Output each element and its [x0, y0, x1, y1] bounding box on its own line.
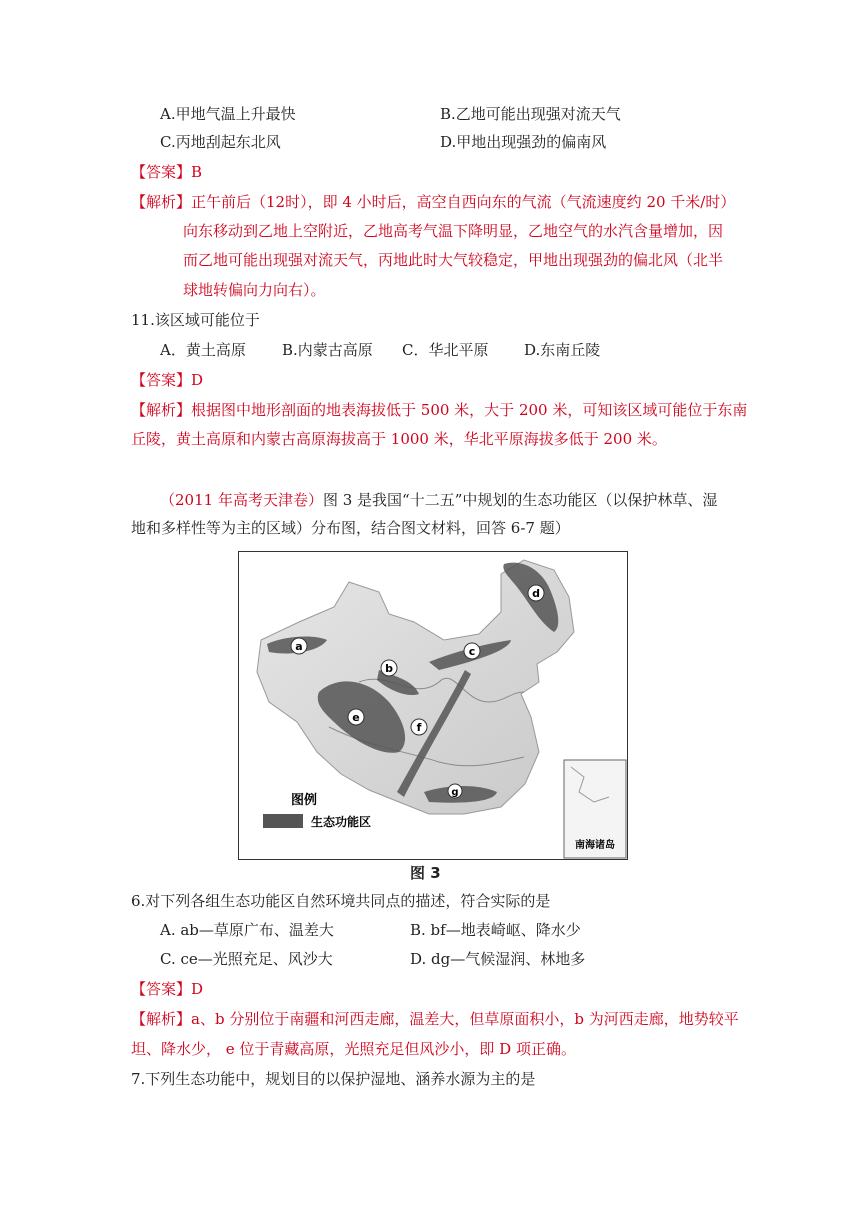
analysis-line-1: 【解析】正午前后（12时），即 4 小时后，高空自西向东的气流（气流速度约 20 千米/时）	[131, 193, 736, 211]
answer-line	[131, 161, 202, 183]
option-d: D.甲地出现强劲的偏南风	[440, 133, 607, 151]
q6-analysis-line-1: 【解析】a、b 分别位于南疆和河西走廊，温差大，但草原面积小，b 为河西走廊，地势较平	[131, 1010, 739, 1028]
q11-option-c: C．华北平原	[402, 341, 489, 359]
zone-label-g: g	[451, 787, 459, 798]
q6-option-b: B. bf—地表崎岖、降水少	[410, 921, 581, 939]
q11-analysis-line-1: 【解析】根据图中地形剖面的地表海拔低于 500 米，大于 200 米，可知该区域可能位于东南	[131, 401, 748, 419]
zone-label-c: c	[468, 645, 476, 658]
question-6-stem: 6.对下列各组生态功能区自然环境共同点的描述，符合实际的是	[131, 892, 551, 910]
intro-line-2: 地和多样性等为主的区域）分布图，结合图文材料，回答 6-7 题）	[131, 519, 570, 537]
analysis-line-2: 向东移动到乙地上空附近，乙地高考气温下降明显，乙地空气的水汽含量增加，因	[183, 222, 724, 240]
q11-analysis-line-2: 丘陵，黄土高原和内蒙古高原海拔高于 1000 米，华北平原海拔多低于 200 米。	[131, 430, 667, 448]
intro-source: （2011 年高考天津卷）	[160, 491, 323, 509]
q6-analysis-line-2: 坦、降水少， e 位于青藏高原，光照充足但风沙小，即 D 项正确。	[131, 1040, 576, 1058]
zone-label-d: d	[532, 587, 540, 600]
zone-label-f: f	[416, 721, 422, 734]
q11-option-a: A．黄土高原	[160, 341, 246, 359]
answer-value: B	[191, 163, 203, 181]
legend-swatch	[263, 814, 303, 828]
answer-tag: 【答案】	[131, 163, 192, 181]
option-b: B.乙地可能出现强对流天气	[440, 105, 621, 123]
q6-answer-line: 【答案】D	[131, 980, 204, 998]
legend-title: 图例	[291, 793, 318, 808]
question-11-stem: 11.该区域可能位于	[131, 311, 260, 329]
q6-option-d: D. dg—气候湿润、林地多	[410, 950, 586, 968]
ecological-zone-map	[238, 551, 628, 860]
option-c: C.丙地刮起东北风	[160, 133, 281, 151]
q11-answer-line: 【答案】D	[131, 371, 204, 389]
analysis-line-4: 球地转偏向力向右）。	[183, 281, 326, 299]
analysis-tag: 【解析】	[131, 193, 192, 211]
q6-option-c: C. ce—光照充足、风沙大	[160, 950, 333, 968]
q11-option-b: B.内蒙古高原	[282, 341, 373, 359]
question-7-stem: 7.下列生态功能中，规划目的以保护湿地、涵养水源为主的是	[131, 1070, 536, 1088]
option-a: A.甲地气温上升最快	[160, 105, 296, 123]
q11-option-d: D.东南丘陵	[524, 341, 601, 359]
zone-label-e: e	[352, 711, 360, 724]
intro-line-1: （2011 年高考天津卷）图 3 是我国“十二五”中规划的生态功能区（以保护林草、湿	[160, 491, 718, 509]
analysis-line-3: 而乙地可能出现强对流天气，丙地此时大气较稳定，甲地出现强劲的偏北风（北半	[183, 251, 724, 269]
legend-item-label: 生态功能区	[311, 815, 372, 829]
inset-label: 南海诸岛	[575, 840, 615, 851]
map-svg	[239, 552, 627, 859]
figure-caption: 图 3	[410, 864, 441, 882]
zone-label-a: a	[295, 640, 303, 653]
zone-label-b: b	[385, 662, 393, 675]
q6-option-a: A. ab—草原广布、温差大	[160, 921, 334, 939]
